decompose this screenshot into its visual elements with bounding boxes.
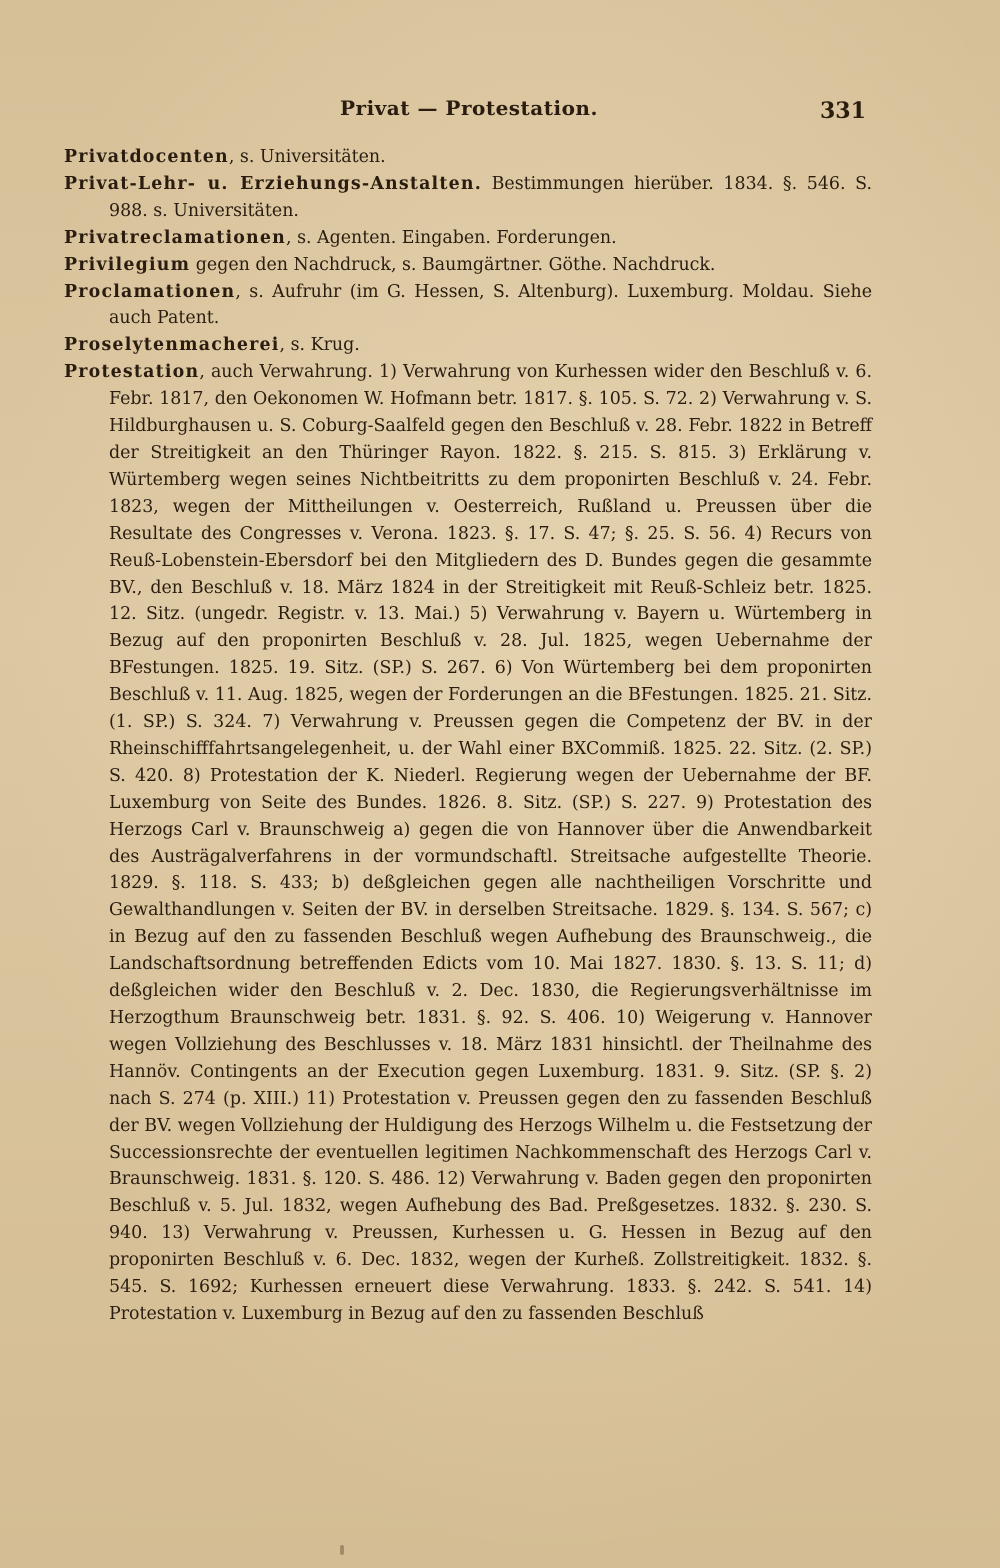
index-entry (64, 279, 872, 333)
entry-heading: Privatdocenten (64, 147, 229, 167)
index-entries (64, 144, 872, 1328)
index-entry (64, 171, 872, 225)
entry-heading: Privatreclamationen (64, 227, 287, 248)
index-entry (64, 225, 872, 252)
index-entry (64, 332, 872, 359)
entry-heading: Privat-Lehr- u. Erziehungs-Anstalten. (64, 173, 482, 194)
entry-text: , s. Universitäten. (228, 147, 386, 167)
entry-heading: Protestation (64, 362, 200, 383)
index-entry (64, 359, 872, 1328)
entry-text: , s. Krug. (279, 335, 360, 356)
entry-text: , s. Agenten. Eingaben. Forderungen. (286, 227, 617, 248)
entry-heading: Proclamationen (64, 281, 236, 302)
entry-text: gegen den Nachdruck, s. Baumgärtner. Göthe. Nachdruck. (190, 254, 716, 275)
index-entry (64, 144, 872, 171)
entry-heading: Proselytenmacherei (64, 335, 280, 356)
entry-text: , auch Verwahrung. 1) Verwahrung von Kurhessen wider den Beschluß v. 6. Febr. 1817, den Oekonomen W. Hofmann betr. 1817. §. 105. S. 72. 2) Verwahrung v. S. Hildburghausen u. S. Coburg-Saalfeld gegen den Beschluß v. 28. Febr. 1822 in Betreff der Streitigkeit an den Thüringer Rayon. 1822. §. 215. S. 815. 3) Erklärung v. Würtemberg wegen seines Nichtbeitritts zu dem proponirten Beschluß v. 24. Febr. 1823, wegen der Mittheilungen v. Oesterreich, Rußland u. Preussen über die Resultate des Congresses v. Verona. 1823. §. 17. S. 47; §. 25. S. 56. 4) Recurs von Reuß-Lobenstein-Ebersdorf bei den Mitgliedern des D. Bundes gegen die gesammte BV., den Beschluß v. 18. März 1824 in der Streitigkeit mit Reuß-Schleiz betr. 1825. 12. Sitz. (ungedr. Registr. v. 13. Mai.) 5) Verwahrung v. Bayern u. Würtemberg in Bezug auf den proponirten Beschluß v. 28. Jul. 1825, wegen Uebernahme der BFestungen. 1825. 19. Sitz. (SP.) S. 267. 6) Von Würtemberg bei dem proponirten Beschluß v. 11. Aug. 1825, wegen der Forderungen an die BFestungen. 1825. 21. Sitz. (1. SP.) S. 324. 7) Verwahrung v. Preussen gegen die Competenz der BV. in der Rheinschifffahrtsangelegenheit, u. der Wahl einer BXCommiß. 1825. 22. Sitz. (2. SP.) S. 420. 8) Protestation der K. Niederl. Regierung wegen der Uebernahme der BF. Luxemburg von Seite des Bundes. 1826. 8. Sitz. (SP.) S. 227. 9) Protestation des Herzogs Carl v. Braunschweig a) gegen die von Hannover über die Anwendbarkeit des Austrägalverfahrens in der vormundschaftl. Streitsache aufgestellte Theorie. 1829. §. 118. S. 433; b) deßgleichen gegen alle nachtheiligen Vorschritte und Gewalthandlungen v. Seiten der BV. in derselben Streitsache. 1829. §. 134. S. 567; c) in Bezug auf den zu fassenden Beschluß wegen Aufhebung des Braunschweig., die Landschaftsordnung betreffenden Edicts vom 10. Mai 1827. 1830. §. 13. S. 11; d) deßgleichen wider den Beschluß v. 2. Dec. 1830, die Regierungsverhältnisse im Herzogthum Braunschweig betr. 1831. §. 92. S. 406. 10) Weigerung v. Hannover wegen Vollziehung des Beschlusses v. 18. März 1831 hinsichtl. der Theilnahme des Hannöv. Contingents an der Execution gegen Luxemburg. 1831. 9. Sitz. (SP. §. 2) nach S. 274 (p. XIII.) 11) Protestation v. Preussen gegen den zu fassenden Beschluß der BV. wegen Vollziehung der Huldigung des Herzogs Wilhelm u. die Festsetzung der Successionsrechte der eventuellen legitimen Nachkommenschaft des Herzogs Carl v. Braunschweig. 1831. §. 120. S. 486. 12) Verwahrung v. Baden gegen den proponirten Beschluß v. 5. Jul. 1832, wegen Aufhebung des Bad. Preßgesetzes. 1832. §. 230. S. 940. 13) Verwahrung v. Preussen, Kurhessen u. G. Hessen in Bezug auf den proponirten Beschluß v. 6. Dec. 1832, wegen der Kurheß. Zollstreitigkeit. 1832. §. 545. S. 1692; Kurhessen erneuert diese Verwahrung. 1833. §. 242. S. 541. 14) Protestation v. Luxemburg in Bezug auf den zu fassenden Beschluß (109, 362, 872, 1324)
running-head: Privat — Protestation. (340, 96, 598, 120)
entry-heading: Privilegium (64, 254, 191, 275)
printer-mark (340, 1545, 344, 1555)
index-entry (64, 252, 872, 279)
page-number: 331 (820, 98, 866, 124)
entry-text: , s. Aufruhr (im G. Hessen, S. Altenburg). Luxemburg. Moldau. Siehe auch Patent. (109, 281, 872, 329)
entry-text: Bestimmungen hierüber. 1834. §. 546. S. 988. s. Universitäten. (109, 173, 872, 221)
